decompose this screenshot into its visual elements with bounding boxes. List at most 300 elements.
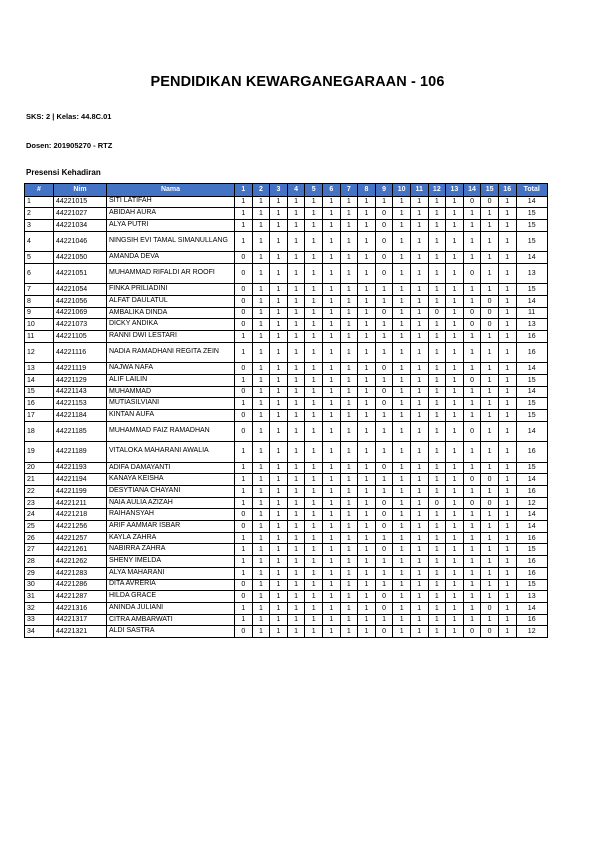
- attendance-mark: 1: [358, 386, 376, 398]
- attendance-mark: 1: [340, 544, 358, 556]
- attendance-total: 14: [516, 252, 547, 264]
- attendance-mark: 1: [322, 409, 340, 421]
- attendance-mark: 1: [322, 374, 340, 386]
- attendance-total: 14: [516, 386, 547, 398]
- attendance-mark: 1: [287, 307, 305, 319]
- student-nim: 44221069: [54, 307, 107, 319]
- row-number: 33: [25, 614, 54, 626]
- attendance-mark: 1: [393, 409, 411, 421]
- attendance-mark: 1: [270, 544, 288, 556]
- attendance-mark: 1: [428, 521, 446, 533]
- attendance-mark: 1: [428, 284, 446, 296]
- attendance-mark: 1: [235, 208, 253, 220]
- row-number: 16: [25, 398, 54, 410]
- attendance-mark: 1: [410, 497, 428, 509]
- attendance-mark: 1: [270, 614, 288, 626]
- student-nim: 44221316: [54, 602, 107, 614]
- attendance-mark: 1: [393, 208, 411, 220]
- attendance-mark: 1: [481, 252, 499, 264]
- student-name: NAJWA NAFA: [107, 363, 235, 375]
- attendance-total: 14: [516, 509, 547, 521]
- attendance-mark: 0: [463, 474, 481, 486]
- attendance-mark: 1: [270, 208, 288, 220]
- student-name: AMANDA DEVA: [107, 252, 235, 264]
- attendance-mark: 1: [393, 196, 411, 208]
- attendance-mark: 1: [428, 474, 446, 486]
- row-number: 12: [25, 342, 54, 363]
- attendance-mark: 1: [393, 421, 411, 442]
- attendance-mark: 1: [340, 319, 358, 331]
- attendance-mark: 1: [340, 307, 358, 319]
- attendance-mark: 1: [393, 231, 411, 252]
- attendance-mark: 1: [252, 196, 270, 208]
- student-nim: 44221199: [54, 486, 107, 498]
- attendance-mark: 1: [340, 409, 358, 421]
- attendance-mark: 1: [393, 374, 411, 386]
- attendance-mark: 1: [463, 556, 481, 568]
- row-number: 21: [25, 474, 54, 486]
- attendance-mark: 1: [358, 602, 376, 614]
- attendance-mark: 1: [287, 556, 305, 568]
- attendance-mark: 1: [322, 579, 340, 591]
- attendance-mark: 1: [270, 421, 288, 442]
- attendance-mark: 1: [375, 284, 393, 296]
- column-header: Nama: [107, 184, 235, 197]
- attendance-mark: 1: [287, 231, 305, 252]
- attendance-mark: 1: [410, 567, 428, 579]
- attendance-mark: 0: [428, 307, 446, 319]
- attendance-mark: 1: [410, 442, 428, 463]
- attendance-mark: 1: [410, 342, 428, 363]
- table-row: [25, 319, 548, 331]
- attendance-mark: 0: [235, 263, 253, 284]
- attendance-mark: 1: [463, 252, 481, 264]
- attendance-mark: 1: [358, 509, 376, 521]
- table-row: [25, 614, 548, 626]
- attendance-mark: 1: [393, 386, 411, 398]
- attendance-mark: 1: [252, 374, 270, 386]
- attendance-mark: 1: [446, 486, 464, 498]
- attendance-mark: 1: [305, 442, 323, 463]
- attendance-total: 16: [516, 532, 547, 544]
- attendance-mark: 1: [446, 263, 464, 284]
- attendance-mark: 1: [481, 421, 499, 442]
- attendance-mark: 1: [235, 556, 253, 568]
- attendance-mark: 1: [446, 626, 464, 638]
- table-body: [25, 196, 548, 637]
- student-nim: 44221027: [54, 208, 107, 220]
- table-row: [25, 497, 548, 509]
- attendance-mark: 1: [446, 208, 464, 220]
- attendance-mark: 1: [498, 544, 516, 556]
- attendance-mark: 1: [252, 421, 270, 442]
- attendance-mark: 1: [481, 231, 499, 252]
- attendance-mark: 1: [305, 462, 323, 474]
- student-nim: 44221185: [54, 421, 107, 442]
- attendance-mark: 1: [340, 474, 358, 486]
- attendance-mark: 1: [498, 374, 516, 386]
- attendance-mark: 1: [393, 567, 411, 579]
- attendance-mark: 1: [428, 252, 446, 264]
- attendance-mark: 1: [463, 532, 481, 544]
- attendance-mark: 1: [287, 497, 305, 509]
- attendance-mark: 1: [340, 295, 358, 307]
- attendance-mark: 1: [270, 263, 288, 284]
- attendance-mark: 1: [235, 231, 253, 252]
- student-name: ARIF AAMMAR ISBAR: [107, 521, 235, 533]
- attendance-mark: 1: [498, 626, 516, 638]
- attendance-mark: 1: [305, 544, 323, 556]
- attendance-mark: 1: [498, 307, 516, 319]
- attendance-total: 14: [516, 474, 547, 486]
- table-row: [25, 263, 548, 284]
- attendance-mark: 1: [252, 363, 270, 375]
- attendance-mark: 1: [305, 567, 323, 579]
- student-name: ABIDAH AURA: [107, 208, 235, 220]
- attendance-mark: 0: [375, 591, 393, 603]
- attendance-mark: 1: [305, 532, 323, 544]
- attendance-mark: 1: [498, 462, 516, 474]
- attendance-mark: 1: [358, 208, 376, 220]
- attendance-mark: 1: [375, 442, 393, 463]
- attendance-mark: 1: [410, 386, 428, 398]
- attendance-mark: 1: [322, 252, 340, 264]
- student-nim: 44221119: [54, 363, 107, 375]
- attendance-mark: 1: [340, 442, 358, 463]
- attendance-mark: 1: [446, 409, 464, 421]
- attendance-mark: 1: [393, 602, 411, 614]
- attendance-mark: 1: [322, 474, 340, 486]
- attendance-mark: 1: [287, 374, 305, 386]
- attendance-mark: 1: [463, 509, 481, 521]
- attendance-mark: 1: [270, 252, 288, 264]
- attendance-mark: 1: [463, 544, 481, 556]
- attendance-mark: 1: [305, 626, 323, 638]
- attendance-mark: 1: [252, 521, 270, 533]
- attendance-mark: 1: [428, 196, 446, 208]
- column-header: Total: [516, 184, 547, 197]
- row-number: 26: [25, 532, 54, 544]
- attendance-total: 16: [516, 331, 547, 343]
- attendance-mark: 1: [340, 591, 358, 603]
- attendance-mark: 1: [446, 591, 464, 603]
- attendance-mark: 1: [375, 556, 393, 568]
- attendance-mark: 1: [393, 398, 411, 410]
- attendance-mark: 1: [481, 331, 499, 343]
- attendance-mark: 1: [252, 442, 270, 463]
- attendance-mark: 1: [340, 196, 358, 208]
- attendance-mark: 1: [322, 196, 340, 208]
- attendance-mark: 1: [428, 363, 446, 375]
- student-nim: 44221286: [54, 579, 107, 591]
- attendance-mark: 0: [235, 409, 253, 421]
- attendance-mark: 1: [340, 602, 358, 614]
- course-info: SKS: 2 | Kelas: 44.8C.01: [26, 112, 112, 121]
- attendance-mark: 0: [375, 263, 393, 284]
- attendance-mark: 1: [252, 231, 270, 252]
- attendance-mark: 1: [270, 386, 288, 398]
- attendance-mark: 1: [235, 331, 253, 343]
- attendance-mark: 1: [446, 295, 464, 307]
- column-header: Nim: [54, 184, 107, 197]
- attendance-mark: 1: [322, 497, 340, 509]
- attendance-total: 16: [516, 342, 547, 363]
- attendance-mark: 1: [375, 409, 393, 421]
- attendance-mark: 1: [235, 532, 253, 544]
- attendance-mark: 1: [428, 509, 446, 521]
- attendance-mark: 1: [340, 398, 358, 410]
- student-name: KANAYA KEISHA: [107, 474, 235, 486]
- attendance-mark: 1: [428, 331, 446, 343]
- attendance-mark: 1: [252, 307, 270, 319]
- attendance-mark: 1: [287, 567, 305, 579]
- attendance-mark: 1: [287, 486, 305, 498]
- attendance-mark: 1: [393, 497, 411, 509]
- attendance-mark: 1: [481, 532, 499, 544]
- attendance-mark: 1: [428, 626, 446, 638]
- attendance-mark: 1: [463, 342, 481, 363]
- attendance-mark: 1: [463, 231, 481, 252]
- attendance-mark: 1: [305, 614, 323, 626]
- attendance-mark: 1: [481, 219, 499, 231]
- table-row: [25, 342, 548, 363]
- attendance-mark: 1: [428, 231, 446, 252]
- attendance-mark: 1: [481, 442, 499, 463]
- attendance-mark: 1: [393, 626, 411, 638]
- attendance-mark: 1: [340, 556, 358, 568]
- attendance-mark: 1: [287, 252, 305, 264]
- attendance-mark: 1: [235, 462, 253, 474]
- attendance-mark: 1: [428, 614, 446, 626]
- attendance-mark: 1: [322, 231, 340, 252]
- attendance-mark: 1: [393, 284, 411, 296]
- attendance-mark: 1: [270, 409, 288, 421]
- table-row: [25, 532, 548, 544]
- attendance-mark: 1: [498, 474, 516, 486]
- column-header: 10: [393, 184, 411, 197]
- attendance-mark: 1: [428, 295, 446, 307]
- student-name: MUHAMMAD FAIZ RAMADHAN: [107, 421, 235, 442]
- attendance-total: 13: [516, 591, 547, 603]
- attendance-mark: 0: [235, 363, 253, 375]
- attendance-mark: 0: [235, 626, 253, 638]
- student-name: RAIHANSYAH: [107, 509, 235, 521]
- attendance-mark: 1: [287, 319, 305, 331]
- student-name: ALDI SASTRA: [107, 626, 235, 638]
- table-row: [25, 386, 548, 398]
- attendance-mark: 1: [305, 342, 323, 363]
- attendance-mark: 1: [305, 284, 323, 296]
- table-row: [25, 409, 548, 421]
- attendance-mark: 1: [287, 208, 305, 220]
- attendance-mark: 1: [270, 219, 288, 231]
- attendance-mark: 1: [446, 196, 464, 208]
- attendance-mark: 1: [481, 544, 499, 556]
- attendance-mark: 0: [463, 263, 481, 284]
- row-number: 32: [25, 602, 54, 614]
- attendance-mark: 1: [305, 219, 323, 231]
- attendance-mark: 1: [305, 295, 323, 307]
- attendance-mark: 1: [410, 486, 428, 498]
- student-name: NINGSIH EVI TAMAL SIMANULLANG: [107, 231, 235, 252]
- attendance-mark: 1: [235, 342, 253, 363]
- attendance-mark: 1: [410, 208, 428, 220]
- attendance-total: 15: [516, 284, 547, 296]
- attendance-mark: 1: [358, 626, 376, 638]
- attendance-total: 12: [516, 626, 547, 638]
- attendance-total: 15: [516, 579, 547, 591]
- attendance-mark: 1: [358, 474, 376, 486]
- attendance-mark: 1: [410, 462, 428, 474]
- attendance-mark: 1: [322, 626, 340, 638]
- attendance-mark: 1: [358, 579, 376, 591]
- attendance-mark: 0: [481, 196, 499, 208]
- attendance-mark: 1: [305, 208, 323, 220]
- attendance-mark: 0: [375, 252, 393, 264]
- attendance-mark: 1: [358, 556, 376, 568]
- attendance-mark: 1: [235, 398, 253, 410]
- attendance-mark: 1: [393, 263, 411, 284]
- row-number: 34: [25, 626, 54, 638]
- attendance-mark: 1: [481, 614, 499, 626]
- attendance-mark: 1: [463, 521, 481, 533]
- attendance-mark: 1: [252, 331, 270, 343]
- attendance-mark: 1: [322, 263, 340, 284]
- attendance-mark: 1: [270, 532, 288, 544]
- attendance-mark: 1: [252, 263, 270, 284]
- attendance-mark: 1: [322, 284, 340, 296]
- student-name: RANNI DWI LESTARI: [107, 331, 235, 343]
- attendance-mark: 1: [340, 626, 358, 638]
- student-nim: 44221034: [54, 219, 107, 231]
- attendance-mark: 1: [305, 474, 323, 486]
- row-number: 30: [25, 579, 54, 591]
- attendance-mark: 1: [498, 579, 516, 591]
- table-row: [25, 331, 548, 343]
- attendance-mark: 1: [498, 398, 516, 410]
- attendance-mark: 1: [322, 602, 340, 614]
- attendance-mark: 1: [235, 442, 253, 463]
- attendance-total: 11: [516, 307, 547, 319]
- row-number: 10: [25, 319, 54, 331]
- attendance-mark: 1: [252, 295, 270, 307]
- attendance-mark: 1: [375, 342, 393, 363]
- attendance-mark: 1: [428, 219, 446, 231]
- attendance-mark: 0: [463, 421, 481, 442]
- attendance-mark: 1: [358, 231, 376, 252]
- attendance-mark: 1: [446, 319, 464, 331]
- table-row: [25, 196, 548, 208]
- attendance-mark: 1: [375, 567, 393, 579]
- attendance-mark: 1: [340, 497, 358, 509]
- attendance-mark: 1: [446, 231, 464, 252]
- attendance-mark: 1: [410, 231, 428, 252]
- column-header: #: [25, 184, 54, 197]
- attendance-mark: 1: [498, 284, 516, 296]
- student-name: DESYTIANA CHAYANI: [107, 486, 235, 498]
- attendance-mark: 1: [428, 398, 446, 410]
- row-number: 7: [25, 284, 54, 296]
- attendance-mark: 1: [446, 363, 464, 375]
- attendance-mark: 1: [446, 252, 464, 264]
- attendance-mark: 1: [252, 252, 270, 264]
- student-name: MUTIASILVIANI: [107, 398, 235, 410]
- attendance-mark: 1: [358, 497, 376, 509]
- attendance-mark: 1: [287, 474, 305, 486]
- attendance-mark: 1: [358, 319, 376, 331]
- column-header: 12: [428, 184, 446, 197]
- attendance-mark: 1: [481, 409, 499, 421]
- attendance-mark: 1: [410, 363, 428, 375]
- student-name: SITI LATIFAH: [107, 196, 235, 208]
- attendance-mark: 1: [305, 497, 323, 509]
- student-nim: 44221193: [54, 462, 107, 474]
- attendance-mark: 1: [498, 342, 516, 363]
- attendance-mark: 1: [463, 386, 481, 398]
- attendance-mark: 1: [235, 196, 253, 208]
- attendance-mark: 1: [287, 532, 305, 544]
- attendance-mark: 0: [375, 626, 393, 638]
- attendance-mark: 1: [252, 342, 270, 363]
- attendance-mark: 1: [463, 614, 481, 626]
- attendance-mark: 1: [428, 342, 446, 363]
- attendance-mark: 1: [428, 556, 446, 568]
- attendance-mark: 1: [252, 386, 270, 398]
- column-header: 8: [358, 184, 376, 197]
- attendance-mark: 1: [498, 219, 516, 231]
- attendance-mark: 1: [428, 319, 446, 331]
- attendance-mark: 1: [393, 462, 411, 474]
- row-number: 3: [25, 219, 54, 231]
- table-row: [25, 474, 548, 486]
- attendance-mark: 1: [446, 421, 464, 442]
- attendance-mark: 1: [358, 398, 376, 410]
- attendance-mark: 1: [498, 602, 516, 614]
- attendance-mark: 1: [340, 374, 358, 386]
- attendance-mark: 1: [446, 462, 464, 474]
- attendance-mark: 1: [358, 409, 376, 421]
- attendance-mark: 1: [446, 544, 464, 556]
- attendance-mark: 1: [252, 486, 270, 498]
- attendance-mark: 1: [446, 521, 464, 533]
- student-name: MUHAMMAD RIFALDI AR ROOFI: [107, 263, 235, 284]
- attendance-mark: 1: [410, 602, 428, 614]
- attendance-mark: 1: [340, 521, 358, 533]
- attendance-mark: 1: [446, 579, 464, 591]
- attendance-mark: 1: [410, 579, 428, 591]
- attendance-mark: 1: [498, 295, 516, 307]
- attendance-mark: 0: [463, 626, 481, 638]
- student-name: CITRA AMBARWATI: [107, 614, 235, 626]
- attendance-mark: 1: [252, 497, 270, 509]
- attendance-mark: 1: [410, 544, 428, 556]
- attendance-mark: 1: [446, 284, 464, 296]
- attendance-mark: 1: [410, 614, 428, 626]
- row-number: 31: [25, 591, 54, 603]
- attendance-total: 15: [516, 219, 547, 231]
- attendance-mark: 1: [481, 398, 499, 410]
- attendance-mark: 1: [410, 307, 428, 319]
- attendance-mark: 1: [270, 374, 288, 386]
- attendance-mark: 1: [410, 509, 428, 521]
- student-nim: 44221194: [54, 474, 107, 486]
- attendance-mark: 1: [252, 591, 270, 603]
- attendance-mark: 1: [235, 567, 253, 579]
- attendance-mark: 1: [252, 602, 270, 614]
- attendance-total: 16: [516, 567, 547, 579]
- attendance-mark: 1: [358, 331, 376, 343]
- attendance-mark: 0: [235, 307, 253, 319]
